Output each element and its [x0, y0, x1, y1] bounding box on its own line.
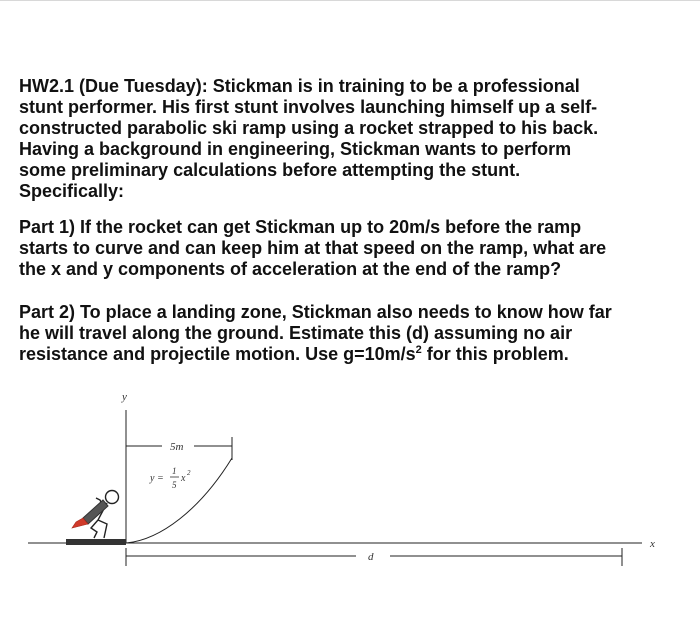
part2-exponent: 2: [415, 344, 422, 356]
part1-line: starts to curve and can keep him at that speed on the ramp, what are: [19, 238, 607, 258]
intro-paragraph: [19, 76, 659, 202]
intro-line: stunt performer. His first stunt involves launching himself up a self-: [19, 97, 598, 117]
equation-var: x: [181, 473, 186, 484]
part2-line: Part 2) To place a landing zone, Stickman also needs to know how far: [19, 302, 612, 322]
parabolic-ramp: [126, 458, 232, 543]
stickman-leg-back: [91, 520, 98, 538]
equation-exponent: 2: [187, 469, 191, 477]
stickman-figure: [66, 491, 126, 546]
distance-label: d: [368, 551, 374, 563]
intro-line: Having a background in engineering, Stickman wants to perform: [19, 139, 572, 159]
intro-line: HW2.1 (Due Tuesday): Stickman is in training to be a professional: [19, 76, 580, 96]
rocket: [72, 500, 108, 528]
part1-line: the x and y components of acceleration at the end of the ramp?: [19, 259, 562, 279]
equation-lhs: y =: [150, 473, 164, 484]
top-border: [0, 0, 700, 1]
part2-line: [19, 344, 669, 365]
part2-paragraph: [19, 302, 669, 365]
intro-line: constructed parabolic ski ramp using a rocket strapped to his back.: [19, 118, 599, 138]
y-axis-label: y: [122, 391, 127, 403]
part2-line: he will travel along the ground. Estimate this (d) assuming no air: [19, 323, 573, 343]
ramp-equation: [149, 466, 191, 490]
launch-base: [66, 539, 126, 545]
ramp-diagram: [0, 380, 700, 580]
stickman-head: [106, 491, 119, 504]
part1-line: Part 1) If the rocket can get Stickman up to 20m/s before the ramp: [19, 217, 582, 237]
intro-line: some preliminary calculations before attempting the stunt.: [19, 160, 521, 180]
part2-line3-suffix: for this problem.: [421, 344, 569, 364]
x-axis-label: x: [650, 538, 655, 550]
part1-paragraph: [19, 217, 664, 280]
stickman-leg-front: [98, 520, 107, 538]
equation-denominator: 5: [172, 480, 177, 490]
intro-line: Specifically:: [19, 181, 125, 201]
rocket-body: [83, 500, 108, 524]
width-label: 5m: [170, 441, 184, 453]
part2-line3-text: resistance and projectile motion. Use g=10m/s: [19, 344, 416, 364]
equation-numerator: 1: [172, 466, 177, 476]
